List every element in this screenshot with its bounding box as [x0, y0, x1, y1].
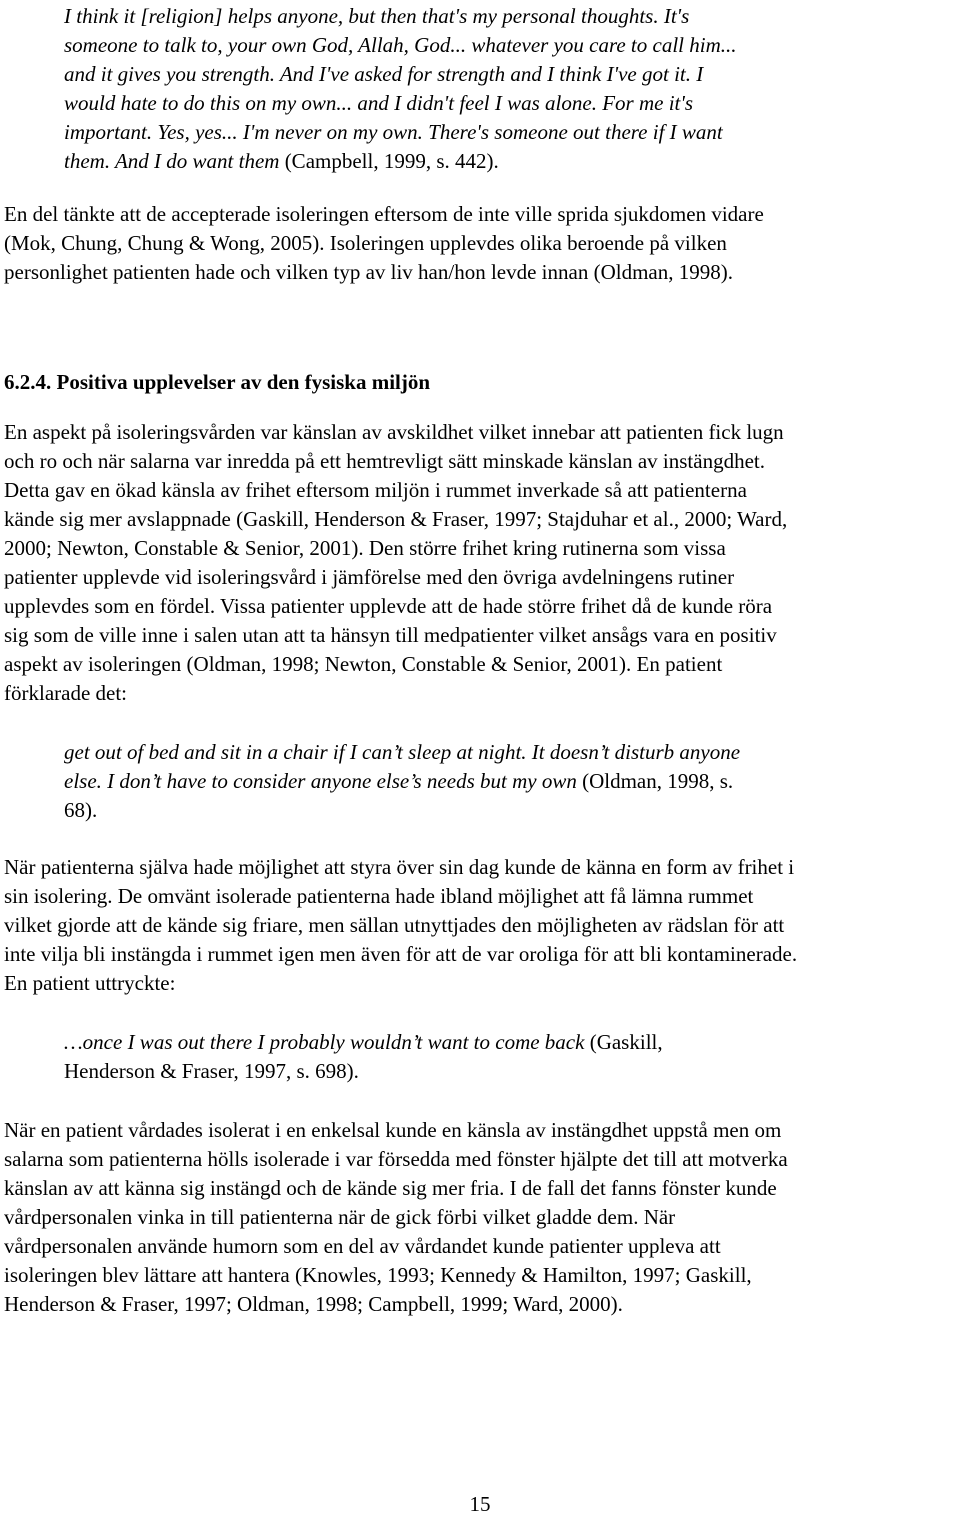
text-line: patienter upplevde vid isoleringsvård i jämförelse med den övriga avdelningens rutiner	[4, 565, 735, 589]
quote-line	[64, 738, 740, 767]
quote-text: would hate to do this on my own... and I didn't feel I was alone. For me it's	[64, 91, 694, 115]
text-line: personlighet patienten hade och vilken typ av liv han/hon levde innan (Oldman, 1998).	[4, 260, 733, 284]
section-heading: 6.2.4. Positiva upplevelser av den fysiska miljön	[4, 370, 431, 394]
quote-religion	[64, 2, 737, 176]
text-line: En patient uttryckte:	[4, 971, 176, 995]
text-line: En del tänkte att de accepterade isoleringen eftersom de inte ville sprida sjukdomen vidare	[4, 202, 764, 226]
quote-text: …once I was out there I probably wouldn’t want to come back	[64, 1030, 585, 1054]
text-line: Henderson & Fraser, 1997; Oldman, 1998; Campbell, 1999; Ward, 2000).	[4, 1292, 623, 1316]
text-line: förklarade det:	[4, 681, 128, 705]
text-line: kände sig mer avslappnade (Gaskill, Henderson & Fraser, 1997; Stajduhar et al., 2000; Ward,	[4, 507, 788, 531]
text-line: aspekt av isoleringen (Oldman, 1998; Newton, Constable & Senior, 2001). En patient	[4, 652, 723, 676]
quote-text: I think it [religion] helps anyone, but then that's my personal thoughts. It's	[64, 4, 690, 28]
text-line: En aspekt på isoleringsvården var känslan av avskildhet vilket innebar att patienten fick lugn	[4, 420, 784, 444]
citation-text: (Oldman, 1998, s.	[576, 769, 734, 793]
quote-line	[64, 147, 737, 176]
text-line: När patienterna själva hade möjlighet att styra över sin dag kunde de känna en form av frihet i	[4, 855, 795, 879]
citation-text: (Gaskill,	[584, 1030, 663, 1054]
paragraph-physical-environment	[4, 418, 787, 708]
quote-line	[64, 89, 737, 118]
page-number: 15	[469, 1492, 491, 1516]
quote-text: important. Yes, yes... I'm never on my own. There's someone out there if I want	[64, 120, 723, 144]
text-line: sin isolering. De omvänt isolerade patienterna hade ibland möjlighet att få lämna rummet	[4, 884, 754, 908]
quote-text: get out of bed and sit in a chair if I can’t sleep at night. It doesn’t disturb anyone	[64, 740, 741, 764]
quote-text: else. I don’t have to consider anyone else’s needs but my own	[64, 769, 577, 793]
quote-line	[64, 118, 737, 147]
text-line: När en patient vårdades isolerat i en enkelsal kunde en känsla av instängdhet uppstå men om	[4, 1118, 782, 1142]
text-line: 2000; Newton, Constable & Senior, 2001). Den större frihet kring rutinerna som vissa	[4, 536, 726, 560]
text-line: vårdpersonalen vinka in till patienterna när de gick förbi vilket gladde dem. När	[4, 1205, 676, 1229]
citation-text: (Campbell, 1999, s. 442).	[279, 149, 499, 173]
quote-line	[64, 2, 737, 31]
paragraph-isolation-acceptance	[4, 200, 764, 287]
quote-line	[64, 1028, 663, 1057]
quote-text: them. And I do want them	[64, 149, 280, 173]
quote-text: someone to talk to, your own God, Allah, God... whatever you care to call him...	[64, 33, 737, 57]
citation-text: Henderson & Fraser, 1997, s. 698).	[64, 1059, 359, 1083]
quote-line	[64, 796, 740, 825]
quote-oldman	[64, 738, 740, 825]
text-line: vårdpersonalen använde humorn som en del av vårdandet kunde patienter uppleva att	[4, 1234, 721, 1258]
quote-line	[64, 767, 740, 796]
text-line: isoleringen blev lättare att hantera (Knowles, 1993; Kennedy & Hamilton, 1997; Gaskill,	[4, 1263, 752, 1287]
paragraph-windows-humor	[4, 1116, 788, 1319]
quote-text: and it gives you strength. And I've asked for strength and I think I've got it. I	[64, 62, 704, 86]
citation-text: 68).	[64, 798, 98, 822]
paragraph-freedom	[4, 853, 797, 998]
text-line: sig som de ville inne i salen utan att ta hänsyn till medpatienter vilket ansågs vara en positiv	[4, 623, 777, 647]
text-line: känslan av att känna sig instängd och de kände sig mer fria. I de fall det fanns fönster kunde	[4, 1176, 777, 1200]
text-line: vilket gjorde att de kände sig friare, men sällan utnyttjades den möjligheten av rädslan för att	[4, 913, 785, 937]
text-line: upplevdes som en fördel. Vissa patienter upplevde att de hade större frihet då de kunde röra	[4, 594, 773, 618]
quote-line	[64, 31, 737, 60]
quote-line	[64, 1057, 663, 1086]
text-line: (Mok, Chung, Chung & Wong, 2005). Isoleringen upplevdes olika beroende på vilken	[4, 231, 727, 255]
text-line: inte vilja bli instängda i rummet igen men även för att de var oroliga för att bli kontaminerade.	[4, 942, 798, 966]
quote-line	[64, 60, 737, 89]
text-line: salarna som patienterna hölls isolerade i var försedda med fönster hjälpte det till att motverka	[4, 1147, 788, 1171]
text-line: Detta gav en ökad känsla av frihet eftersom miljön i rummet inverkade så att patienterna	[4, 478, 747, 502]
quote-gaskill	[64, 1028, 663, 1086]
text-line: och ro och när salarna var inredda på ett hemtrevligt sätt minskade känslan av instängdhet.	[4, 449, 765, 473]
